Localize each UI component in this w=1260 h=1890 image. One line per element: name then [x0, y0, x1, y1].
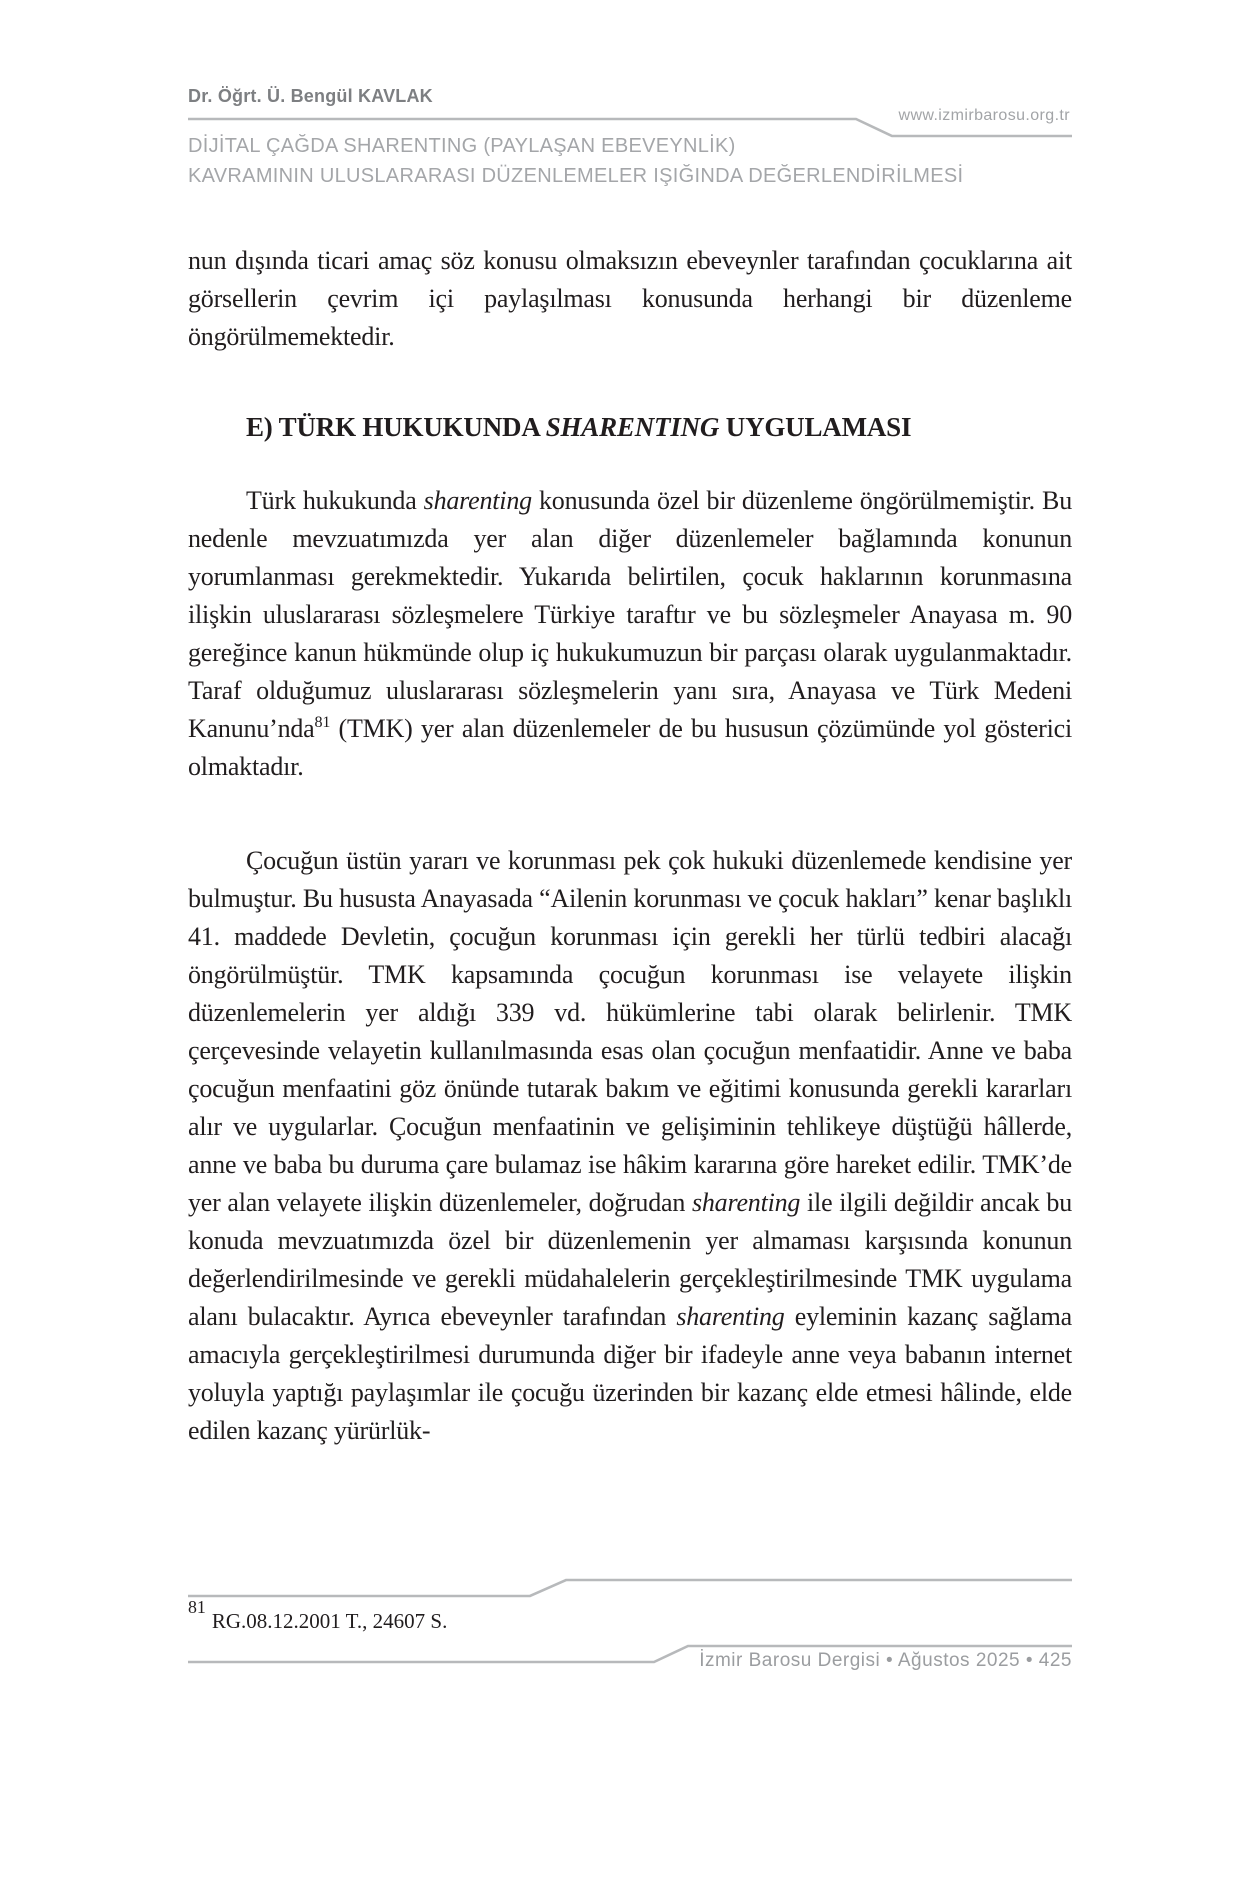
paragraph-continuation: nun dışında ticari amaç söz konusu olmaksızın ebeveynler tarafından çocuklarına ait görsellerin çevrim içi paylaşılması konusunda herhangi bir düzenleme öngörülmemektedir. [188, 246, 1072, 351]
article-title-line1: DİJİTAL ÇAĞDA SHARENTING (PAYLAŞAN EBEVEYNLİK) [188, 135, 736, 157]
section-heading: E) TÜRK HUKUKUNDA SHARENTING UYGULAMASI [246, 412, 912, 442]
paragraph: Çocuğun üstün yararı ve korunması pek çok hukuki düzenlemede kendisine yer bulmuştur. Bu hususta Anayasada “Ailenin korunması ve çocuk hakları” kenar başlıklı 41. maddede Devletin, çocuğun korunması için gerekli her türlü tedbiri alacağı öngörülmüştür. TMK kapsamında çocuğun korunması ise velayete ilişkin düzenlemelerin yer aldığı 339 vd. hükümlerine tabi olarak belirlenir. TMK çerçevesinde velayetin kullanılmasında esas olan çocuğun menfaatidir. Anne ve baba çocuğun menfaatini göz önünde tutarak bakım ve eğitimi konusunda gerekli kararları alır ve uygularlar. Çocuğun menfaatinin ve gelişiminin tehlikeye düştüğü hâllerde, anne ve baba bu duruma çare bulamaz ise hâkim kararına göre hareket edilir. TMK’de yer alan velayete ilişkin düzenlemeler, doğrudan sharenting ile ilgili değildir ancak bu konuda mevzuatımızda özel bir düzenlemenin yer almaması karşısında konunun değerlendirilmesinde ve gerekli müdahalelerin gerçekleştirilmesinde TMK uygulama alanı bulacaktır. Ayrıca ebeveynler tarafından sharenting eyleminin kazanç sağlama amacıyla gerçekleştirilmesi durumunda diğer bir ifadeyle anne veya babanın internet yoluyla yaptığı paylaşımlar ile çocuğu üzerinden bir kazanç elde etmesi hâlinde, elde edilen kazanç yürürlük- [188, 846, 1072, 1445]
footnote-divider-line [188, 1576, 1072, 1600]
footnote-text: RG.08.12.2001 T., 24607 S. [211, 1609, 448, 1633]
journal-footer: İzmir Barosu Dergisi • Ağustos 2025 • 425 [699, 1650, 1072, 1671]
footnote-divider [188, 1576, 1072, 1600]
website-url: www.izmirbarosu.org.tr [898, 107, 1070, 124]
body-text [188, 242, 1072, 1450]
article-title [188, 131, 1072, 191]
paragraph: Türk hukukunda sharenting konusunda özel bir düzenleme öngörülmemiştir. Bu nedenle mevzuatımızda yer alan diğer düzenlemeler bağlamında konunun yorumlanması gerekmektedir. Yukarıda belirtilen, çocuk haklarının korunmasına ilişkin uluslararası sözleşmelere Türkiye taraftır ve bu sözleşmeler Anayasa m. 90 gereğince kanun hükmünde olup iç hukukumuzun bir parçası olarak uygulanmaktadır. Taraf olduğumuz uluslararası sözleşmelerin yanı sıra, Anayasa ve Türk Medeni Kanunu’nda$^{81}$ (TMK) yer alan düzenlemeler de bu hususun çözümünde yol gösterici olmaktadır. [188, 486, 1072, 781]
footnote-number: 81 [188, 1597, 206, 1618]
author-name: Dr. Öğrt. Ü. Bengül KAVLAK [188, 86, 433, 106]
article-title-line2: KAVRAMININ ULUSLARARASI DÜZENLEMELER IŞIĞINDA DEĞERLENDİRİLMESİ [188, 165, 964, 187]
footnote [188, 1597, 1072, 1634]
